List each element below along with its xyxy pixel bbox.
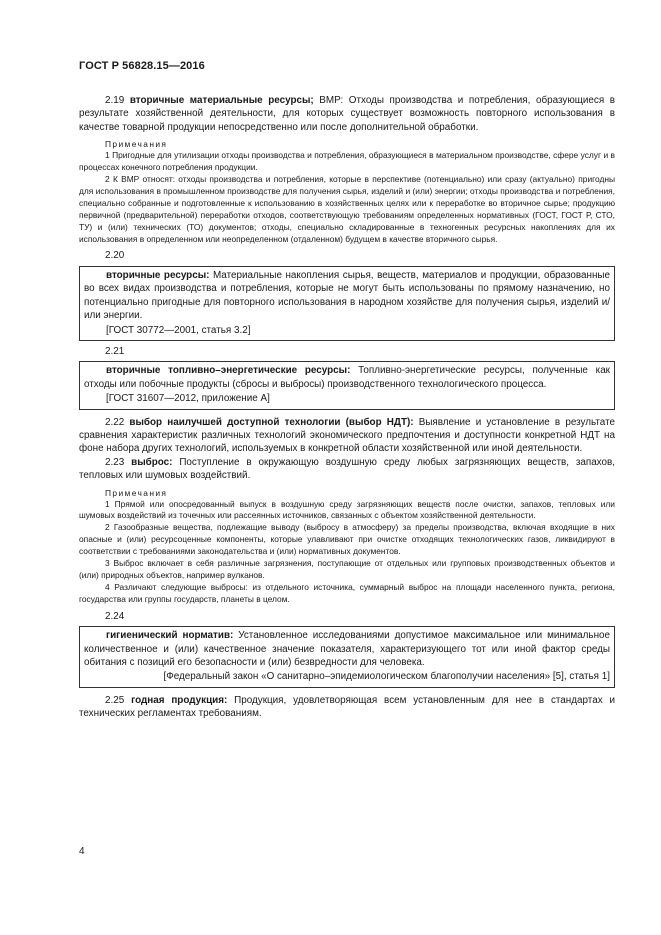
term-source: [ГОСТ 30772—2001, статья 3.2] xyxy=(106,324,251,336)
term-box-2-24 xyxy=(79,626,615,688)
document-code: ГОСТ Р 56828.15—2016 xyxy=(79,60,205,72)
term-definition: ВМР: Отходы производства и потребления, образующиеся в результате хозяйственной деятельности, для которых существует возможность повторного использования в качестве товарной продукции непосредственно или после дополнительной обработки. xyxy=(79,95,616,133)
term-2-20 xyxy=(84,269,610,323)
term-name: выброс: xyxy=(131,456,173,468)
notes-heading: Примечания xyxy=(105,139,168,150)
note-3: 3 Выброс включает в себя различные загрязнения, поступающие от отдельных или групповых производственных объектов и (или) природных объектов, например вулканов. xyxy=(79,558,615,580)
term-2-19 xyxy=(79,94,615,134)
term-name: вторичные топливно–энергетические ресурсы: xyxy=(106,365,351,377)
term-2-23 xyxy=(79,456,615,483)
term-number-2-20: 2.20 xyxy=(105,250,125,262)
term-2-21 xyxy=(84,364,610,391)
term-name: вторичные материальные ресурсы; xyxy=(129,95,314,106)
term-number: 2.23 xyxy=(105,456,125,468)
term-number: 2.25 xyxy=(105,694,125,706)
term-definition: Выявление и установление в результате сравнения характеристик различных технологий экономического предпочтения и доступности конкретной НДТ на фоне набора других технологий, используемых в конкретной области хозяйственной или иной деятельности. xyxy=(79,416,615,455)
term-box-2-21 xyxy=(79,361,615,409)
term-2-25 xyxy=(79,694,615,721)
document-body xyxy=(79,94,615,721)
term-box-2-20 xyxy=(79,266,615,341)
term-name: выбор наилучшей доступной технологии (выбор НДТ): xyxy=(129,416,414,428)
term-number-2-24: 2.24 xyxy=(105,610,125,622)
note-4: 4 Различают следующие выбросы: из отдельного источника, суммарный выброс на площади населенного пункта, региона, государства или группы государств, планеты в целом. xyxy=(79,581,615,604)
note-1: 1 Пригодные для утилизации отходы производства и потребления, образующиеся в материальном производстве, сфере услуг и в процессах конечного потребления продукции. xyxy=(79,150,615,173)
note-2: 2 Газообразные вещества, подлежащие выводу (выбросу в атмосферу) за пределы производства, включая входящие в них опасные и (или) ресурсоценные компоненты, которые улавливают при очистке отходящих технологических газов, ликвидируют в соответствии с требованиями законодательства и (или) нормативных документов. xyxy=(79,522,615,557)
term-name: вторичные ресурсы: xyxy=(106,269,210,281)
term-number: 2.22 xyxy=(105,416,125,428)
note-2: 2 К ВМР относят: отходы производства и потребления, которые в перспективе (потенциально) или сразу (актуально) пригодны для использования в промышленном производстве для получения сырья, изделий и (или) энергии; отходы производства и потребления, специально собранные и подготовленные к использованию в хозяйственных целях или к переработке во вторичное сырье; продукцию первичной (предварительной) переработки отходов, соответствующую требованиям определенных нормативных (ГОСТ, ГОСТ Р, СТО, ТУ) и (или) технических (ТО) документов; отходы, специально складированные в техногенных ресурсных накоплениях для их использования в определенном или неопределенном (отдаленном) будущем в качестве вторичного сырья. xyxy=(79,174,615,244)
notes-heading: Примечания xyxy=(105,487,168,498)
term-definition: Установленное исследованиями допустимое максимальное или минимальное количественное и (или) качественное значение показателя, характеризующего тот или иной фактор среды обитания с позиций его безопасности и (или) безвредности для человека. xyxy=(84,630,611,668)
note-1: 1 Прямой или опосредованный выпуск в воздушную среду загрязняющих веществ после очистки, запахов, тепловых или шумовых воздействий из точечных или рассеянных источников, связанных с объектом хозяйственной деятельности. xyxy=(79,498,615,521)
term-source: [Федеральный закон «О санитарно–эпидемиологическом благополучии населения» [5], статья 1] xyxy=(163,671,610,683)
term-source: [ГОСТ 31607—2012, приложение А] xyxy=(106,393,270,405)
term-name: гигиенический норматив: xyxy=(106,630,234,642)
term-2-22 xyxy=(79,416,615,456)
term-definition: Топливно-энергетические ресурсы, полученные как отходы или побочные продукты (сбросы и выбросы) производственного технологического процесса. xyxy=(84,365,611,390)
page-number: 4 xyxy=(79,846,85,857)
term-definition: Материальные накопления сырья, веществ, материалов и продукции, образованные во всех видах производства и потребления, которые не могут быть использованы по прямому назначению, но потенциально пригодные для повторного использования в народном хозяйстве для получения сырья, изделий и/или энергии. xyxy=(84,269,611,322)
term-name: годная продукция: xyxy=(131,694,228,706)
term-number-2-21: 2.21 xyxy=(105,345,125,357)
term-definition: Поступление в окружающую воздушную среду любых загрязняющих веществ, запахов, тепловых или шумовых воздействий. xyxy=(79,456,615,482)
term-2-24 xyxy=(84,629,610,669)
term-definition: Продукция, удовлетворяющая всем установленным для нее в стандартах и технических регламентах требованиям. xyxy=(79,694,616,720)
term-number: 2.19 xyxy=(105,95,125,106)
